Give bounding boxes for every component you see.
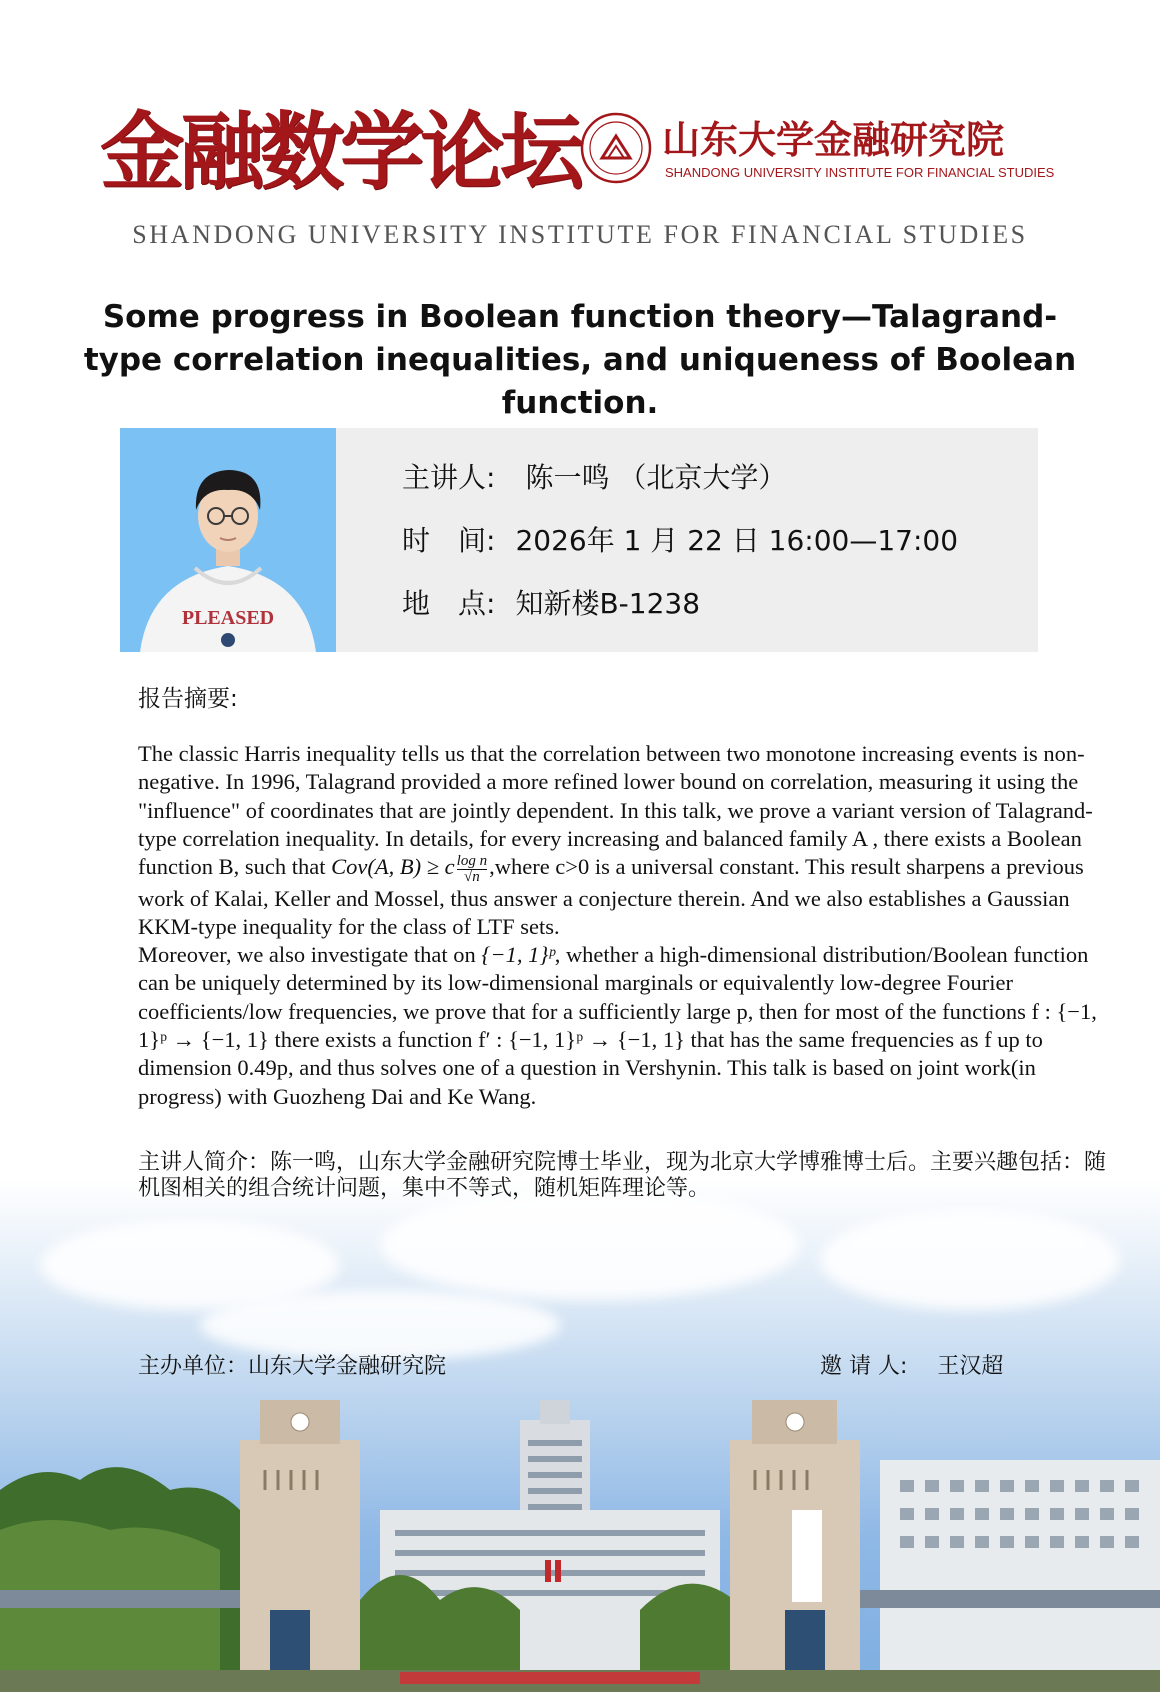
speaker-photo [120, 428, 336, 652]
time-row [402, 521, 958, 561]
campus-illustration [0, 1400, 1160, 1692]
time-label: 时 间: [402, 524, 496, 557]
inviter-label: 邀 请 人: [820, 1354, 908, 1379]
abstract-body [138, 740, 1106, 1111]
organizer: 主办单位：山东大学金融研究院 [138, 1354, 447, 1379]
abstract-paragraph-1: The classic Harris inequality tells us that the correlation between two monotone increasing events is non-negative. In 1996, Talagrand provided a more refined lower bound on correlation, measuring it using the "influence" of coordinates that are jointly dependent. In this talk, we prove a variant version of Talagrand-type correlation inequality. In details, for every increasing and balanced family A , there exists a Boolean function B, such that Cov(A, B) ≥ c $\frac{\text{log n}}{√n}$ ,where c>0 is a universal constant. This result sharpens a previous work of Kalai, Keller and Mossel, thus answer a conjecture therein. And we also establishes a Gaussian KKM-type inequality for the class of LTF sets. [138, 741, 1093, 939]
university-seal-logo [580, 112, 652, 184]
place-label: 地 点: [402, 587, 496, 620]
inviter-value: 王汉超 [937, 1354, 1004, 1379]
place-row [402, 584, 700, 624]
svg-text:PLEASED: PLEASED [181, 607, 275, 629]
inviter [820, 1352, 1003, 1382]
forum-title: 金融数学论坛 [100, 102, 581, 201]
institute-name-en-small: SHANDONG UNIVERSITY INSTITUTE FOR FINANCIAL STUDIES [665, 165, 1055, 180]
hypercube-symbol: {−1, 1}ᵖ [481, 942, 555, 968]
institute-name-en-banner: SHANDONG UNIVERSITY INSTITUTE FOR FINANCIAL STUDIES [132, 220, 1028, 249]
talk-title: Some progress in Boolean function theory—Talagrand-type correlation inequalities, and uniqueness of Boolean function. [83, 299, 1077, 421]
speaker-label: 主讲人: [402, 461, 496, 494]
speaker-bio: 主讲人简介：陈一鸣，山东大学金融研究院博士毕业，现为北京大学博雅博士后。主要兴趣包括：随机图相关的组合统计问题，集中不等式，随机矩阵理论等。 [138, 1150, 1107, 1201]
institute-name-cn: 山东大学金融研究院 [662, 117, 1005, 162]
speaker-value: 陈一鸣 （北京大学） [525, 461, 787, 494]
fraction-log-n-over-sqrt-n: $\frac{\text{log n}}{√n}$ [456, 852, 488, 885]
speaker-row [402, 458, 786, 498]
abstract-paragraph-2: Moreover, we also investigate that on {−1, 1}ᵖ, whether a high-dimensional distribution/Boolean function can be uniquely determined by its low-dimensional marginals or equivalently low-degree Fourier coefficients/low frequencies, we prove that for a sufficiently large p, then for most of the functions f : {−1, 1}ᵖ → {−1, 1} there exists a function f′ : {−1, 1}ᵖ → {−1, 1} that has the same frequencies as f up to dimension 0.49p, and thus solves one of a question in Vershynin. This talk is based on joint work(in progress) with Guozheng Dai and Ke Wang. [138, 942, 1097, 1109]
time-value: 2026年 1 月 22 日 16:00—17:00 [515, 524, 959, 557]
covariance-formula: Cov(A, B) ≥ c [331, 854, 455, 880]
place-value: 知新楼B-1238 [515, 587, 701, 620]
abstract-heading: 报告摘要: [138, 686, 238, 712]
